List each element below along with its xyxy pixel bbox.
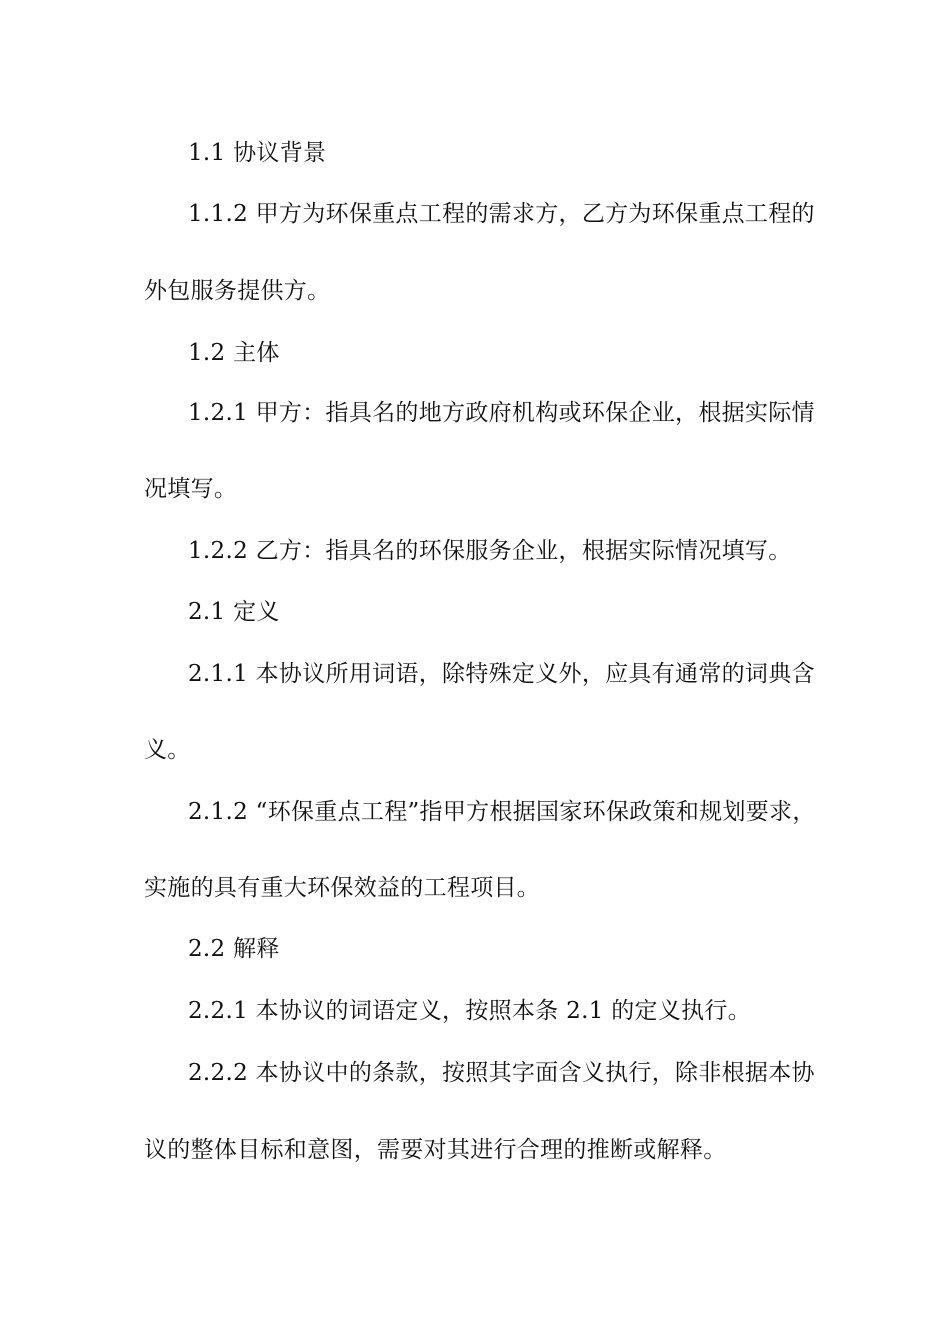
paragraph-2-2-1: 2.2.1 本协议的词语定义，按照本条 2.1 的定义执行。 xyxy=(188,998,752,1024)
paragraph-2-1-1-cont: 义。 xyxy=(144,737,191,763)
section-heading-2-1: 2.1 定义 xyxy=(188,599,280,625)
paragraph-2-2-2: 2.2.2 本协议中的条款，按照其字面含义执行，除非根据本协 xyxy=(188,1060,815,1086)
section-heading-2-2: 2.2 解释 xyxy=(188,936,280,962)
paragraph-1-2-2: 1.2.2 乙方：指具名的环保服务企业，根据实际情况填写。 xyxy=(188,538,792,564)
paragraph-2-2-2-cont: 议的整体目标和意图，需要对其进行合理的推断或解释。 xyxy=(144,1137,727,1163)
section-heading-1-1: 1.1 协议背景 xyxy=(188,140,327,166)
paragraph-1-1-2: 1.1.2 甲方为环保重点工程的需求方，乙方为环保重点工程的 xyxy=(188,201,815,227)
section-heading-1-2: 1.2 主体 xyxy=(188,340,280,366)
paragraph-1-2-1: 1.2.1 甲方：指具名的地方政府机构或环保企业，根据实际情 xyxy=(188,400,815,426)
paragraph-2-1-1: 2.1.1 本协议所用词语，除特殊定义外，应具有通常的词典含 xyxy=(188,661,815,687)
paragraph-2-1-2: 2.1.2 “环保重点工程”指甲方根据国家环保政策和规划要求， xyxy=(188,799,816,825)
paragraph-1-2-1-cont: 况填写。 xyxy=(144,476,238,502)
paragraph-1-1-2-cont: 外包服务提供方。 xyxy=(144,278,331,304)
paragraph-2-1-2-cont: 实施的具有重大环保效益的工程项目。 xyxy=(144,875,541,901)
